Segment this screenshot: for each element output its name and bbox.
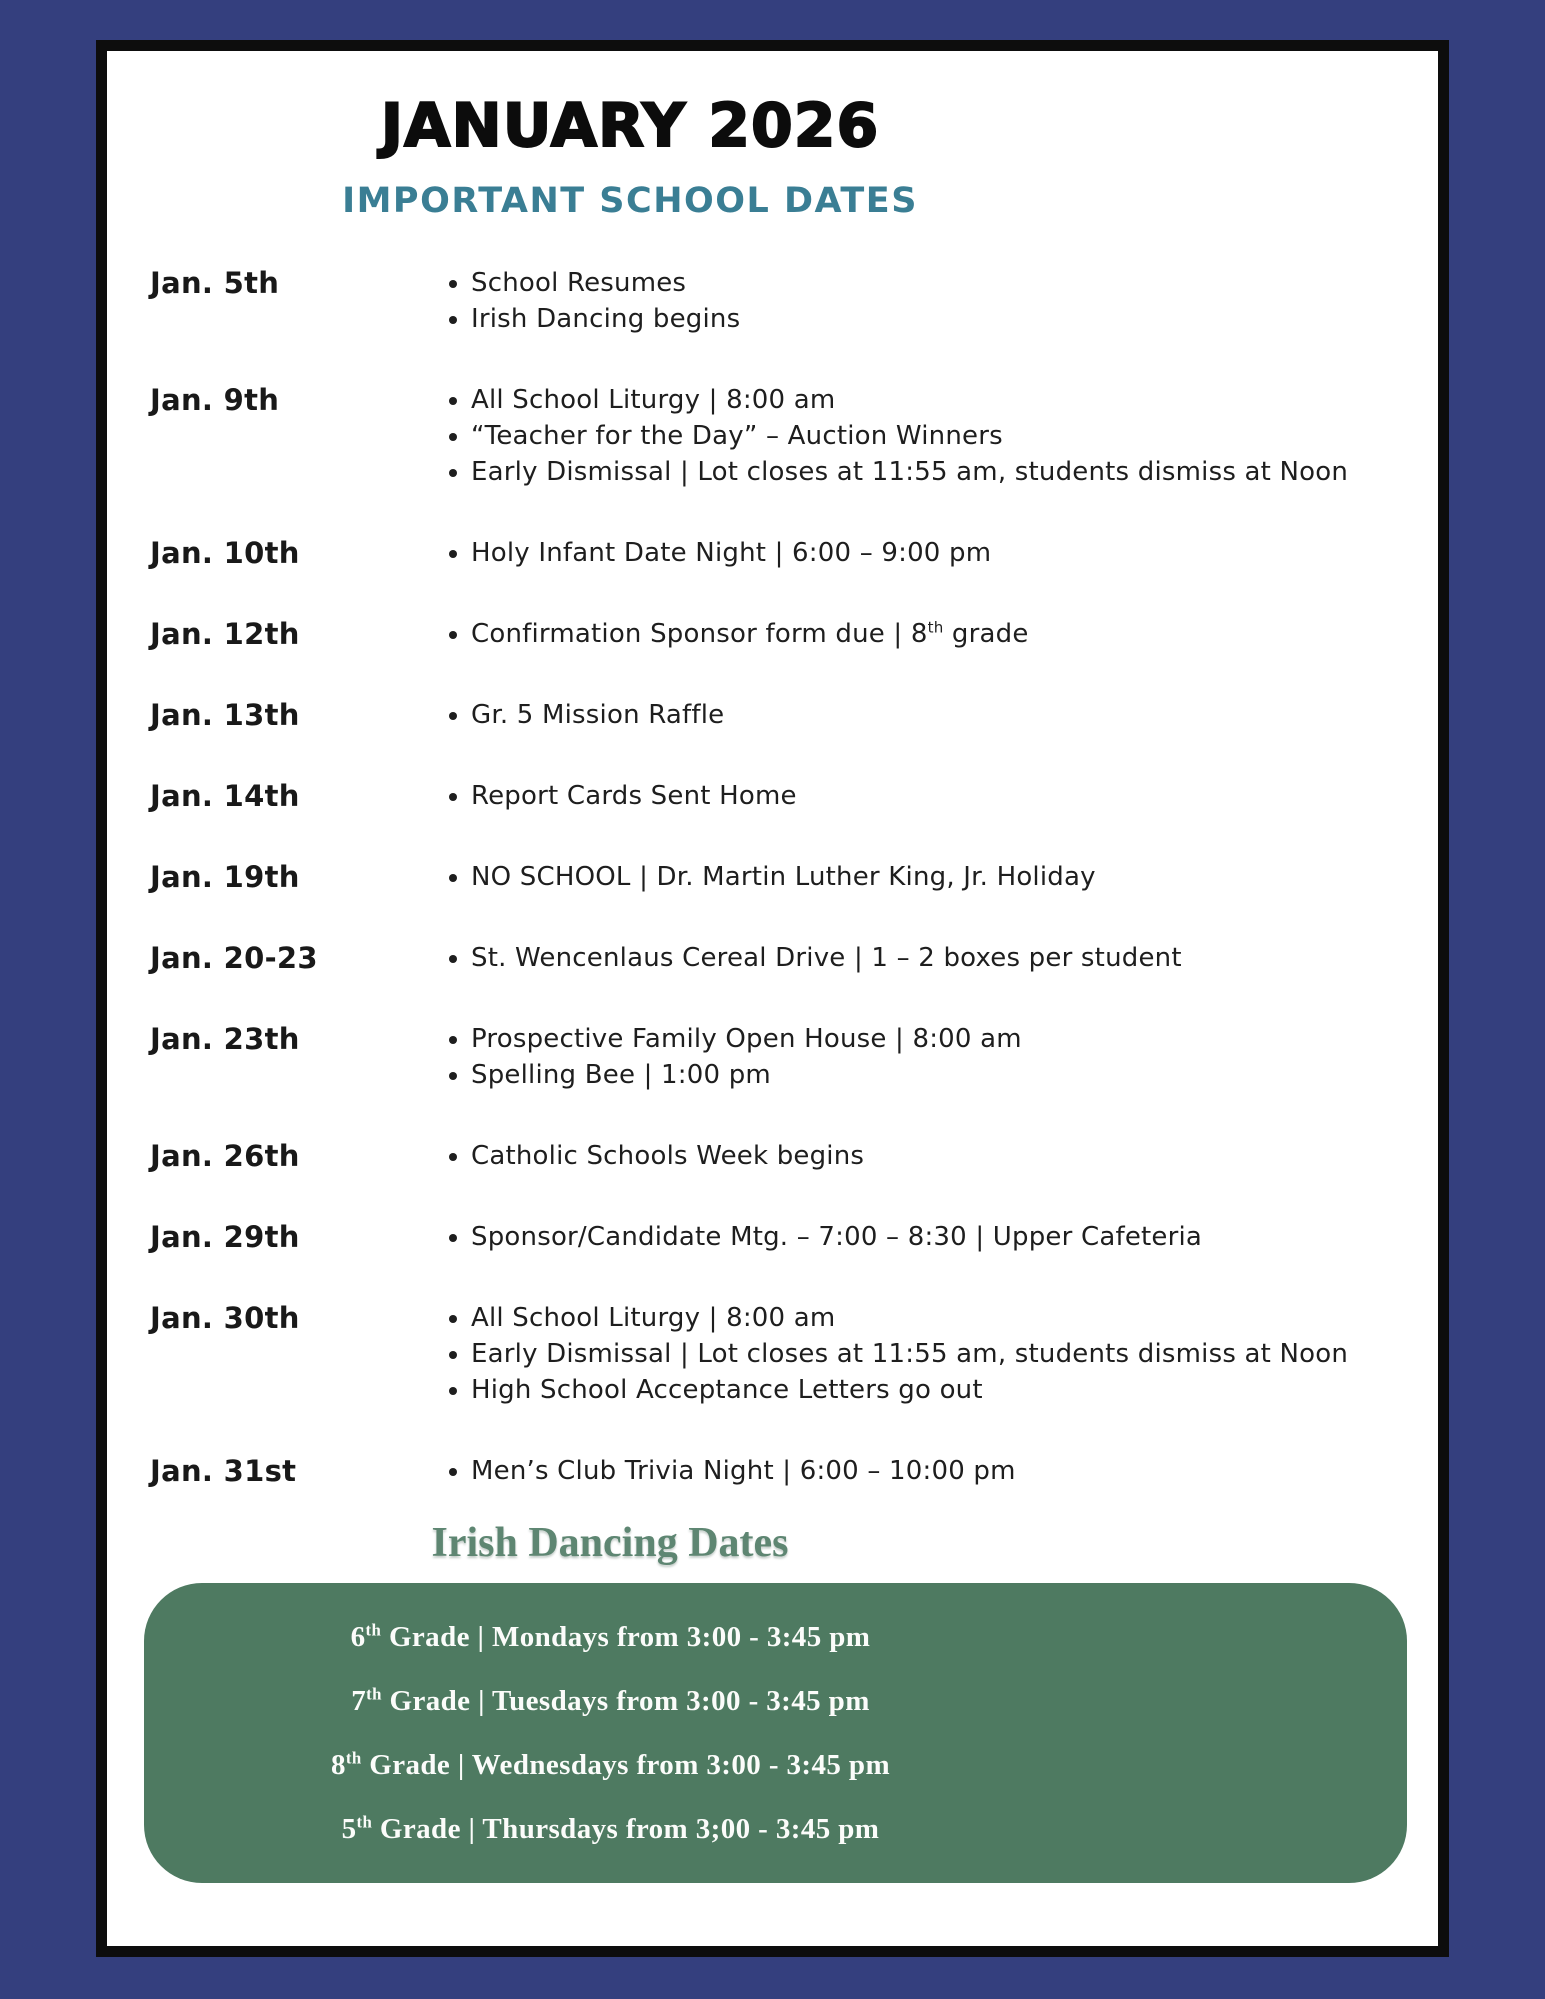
event-date: Jan. 14th xyxy=(150,779,300,813)
event-item: • Men’s Club Trivia Night | 6:00 – 10:00 pm xyxy=(471,1453,1393,1489)
event-items xyxy=(445,382,1393,490)
event-item: • Confirmation Sponsor form due | 8th grade xyxy=(471,616,1393,652)
event-date: Jan. 5th xyxy=(150,266,280,300)
event-row xyxy=(150,1300,1393,1408)
event-row xyxy=(150,940,1393,976)
event-items xyxy=(445,1219,1393,1255)
event-item: • St. Wencenlaus Cereal Drive | 1 – 2 boxes per student xyxy=(471,940,1393,976)
irish-dancing-rows xyxy=(144,1583,1407,1883)
event-item: • Sponsor/Candidate Mtg. – 7:00 – 8:30 | Upper Cafeteria xyxy=(471,1219,1393,1255)
event-item: • Report Cards Sent Home xyxy=(471,778,1393,814)
event-row xyxy=(150,535,1393,571)
event-items xyxy=(445,940,1393,976)
flyer-frame xyxy=(96,40,1449,1957)
event-date: Jan. 30th xyxy=(150,1301,300,1335)
event-item: • NO SCHOOL | Dr. Martin Luther King, Jr. Holiday xyxy=(471,859,1393,895)
irish-dancing-row: 5th Grade | Thursdays from 3;00 - 3:45 pm xyxy=(341,1811,880,1845)
event-items xyxy=(445,1021,1393,1093)
event-items xyxy=(445,1453,1393,1489)
event-date: Jan. 26th xyxy=(150,1139,300,1173)
event-row xyxy=(150,778,1393,814)
event-item: • All School Liturgy | 8:00 am xyxy=(471,1300,1393,1336)
event-date: Jan. 29th xyxy=(150,1220,300,1254)
event-row xyxy=(150,1453,1393,1489)
event-items xyxy=(445,616,1393,652)
event-item: • Early Dismissal | Lot closes at 11:55 am, students dismiss at Noon xyxy=(471,1336,1393,1372)
event-items xyxy=(445,859,1393,895)
event-items xyxy=(445,1138,1393,1174)
event-date: Jan. 13th xyxy=(150,698,300,732)
event-items xyxy=(445,265,1393,337)
event-row xyxy=(150,616,1393,652)
event-item: • High School Acceptance Letters go out xyxy=(471,1372,1393,1408)
event-row xyxy=(150,265,1393,337)
event-row xyxy=(150,697,1393,733)
event-item: • Irish Dancing begins xyxy=(471,301,1393,337)
event-item: • Catholic Schools Week begins xyxy=(471,1138,1393,1174)
event-item: • Early Dismissal | Lot closes at 11:55 am, students dismiss at Noon xyxy=(471,454,1393,490)
event-date: Jan. 19th xyxy=(150,860,300,894)
event-item: • Holy Infant Date Night | 6:00 – 9:00 pm xyxy=(471,535,1393,571)
event-row xyxy=(150,1138,1393,1174)
event-item: • Spelling Bee | 1:00 pm xyxy=(471,1057,1393,1093)
event-items xyxy=(445,535,1393,571)
event-items xyxy=(445,778,1393,814)
event-item: • All School Liturgy | 8:00 am xyxy=(471,382,1393,418)
event-item: • School Resumes xyxy=(471,265,1393,301)
header xyxy=(150,93,1110,223)
irish-dancing-panel xyxy=(144,1583,1407,1883)
flyer-page xyxy=(107,51,1438,1946)
events-list xyxy=(150,265,1393,1489)
event-date: Jan. 12th xyxy=(150,617,300,651)
event-date: Jan. 31st xyxy=(150,1454,297,1488)
event-items xyxy=(445,1300,1393,1408)
event-date: Jan. 23th xyxy=(150,1022,300,1056)
irish-dancing-row: 6th Grade | Mondays from 3:00 - 3:45 pm xyxy=(350,1619,871,1653)
page-title: JANUARY 2026 xyxy=(380,91,880,161)
event-date: Jan. 9th xyxy=(150,383,280,417)
event-items xyxy=(445,697,1393,733)
event-row xyxy=(150,859,1393,895)
event-item: • Prospective Family Open House | 8:00 am xyxy=(471,1021,1393,1057)
event-row xyxy=(150,1021,1393,1093)
event-item: • Gr. 5 Mission Raffle xyxy=(471,697,1393,733)
event-date: Jan. 20-23 xyxy=(150,941,318,975)
irish-dancing-row: 7th Grade | Tuesdays from 3:00 - 3:45 pm xyxy=(351,1683,870,1717)
page-subtitle: IMPORTANT SCHOOL DATES xyxy=(342,181,918,221)
event-row xyxy=(150,1219,1393,1255)
event-item: • “Teacher for the Day” – Auction Winners xyxy=(471,418,1393,454)
event-row xyxy=(150,382,1393,490)
irish-dancing-heading: Irish Dancing Dates xyxy=(431,1520,789,1566)
irish-dancing-row: 8th Grade | Wednesdays from 3:00 - 3:45 pm xyxy=(330,1747,891,1781)
event-date: Jan. 10th xyxy=(150,536,300,570)
